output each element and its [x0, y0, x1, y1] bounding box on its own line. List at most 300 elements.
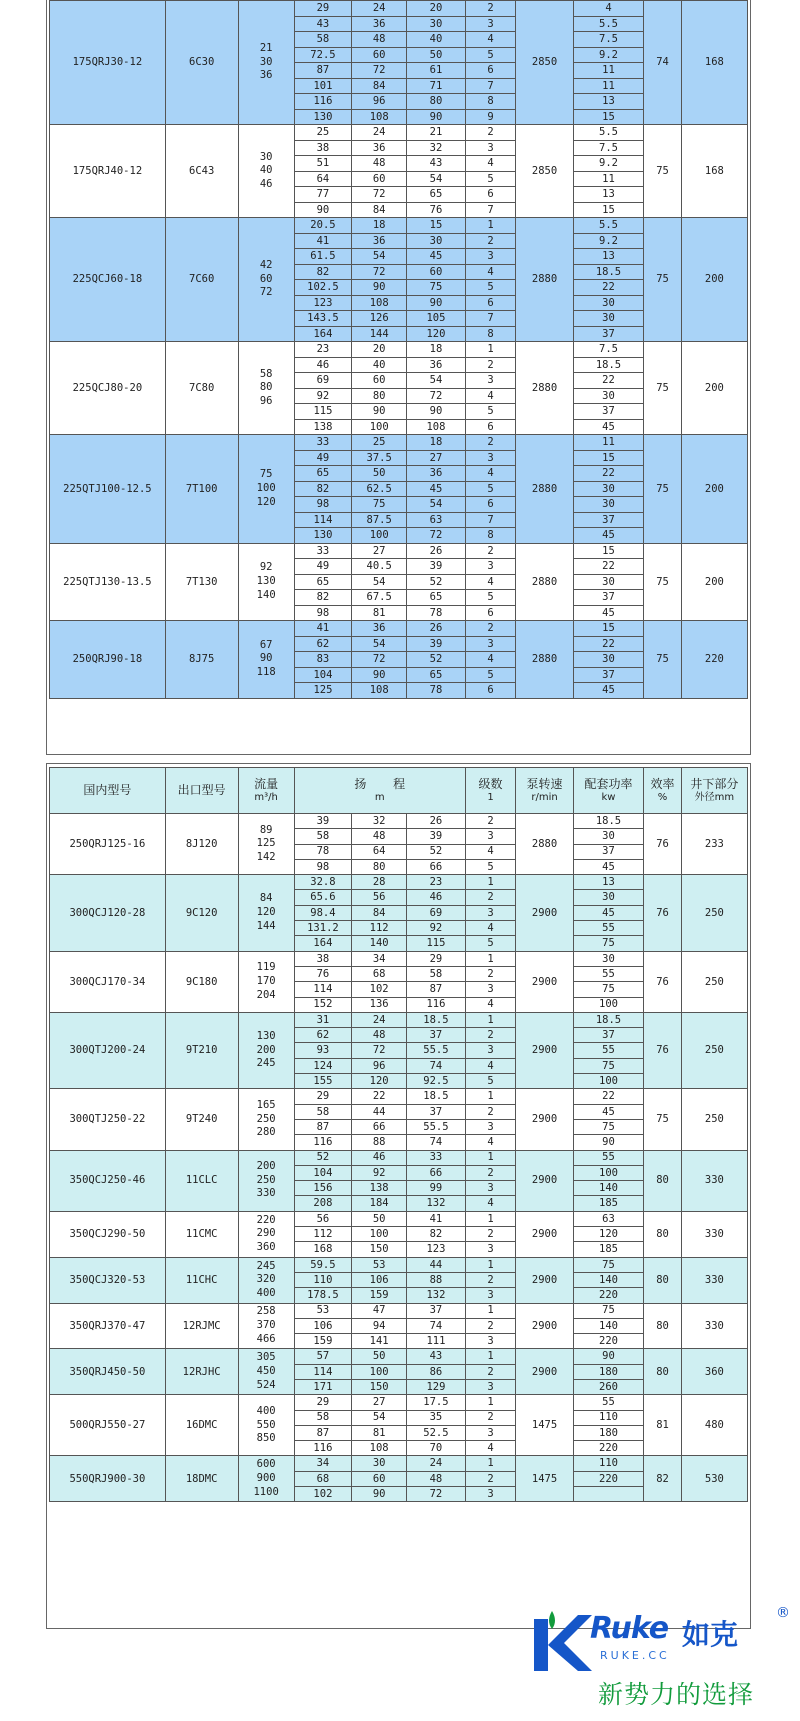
head-cell: 46 [294, 357, 351, 373]
head-cell: 46 [352, 1150, 407, 1165]
stages-cell: 1 [465, 875, 516, 890]
flow-value: 245 [256, 1057, 276, 1070]
head-cell: 111 [407, 1334, 465, 1349]
outlet-cell: 11CMC [165, 1211, 238, 1257]
head-cell: 96 [352, 94, 407, 110]
power-cell: 7.5 [573, 140, 644, 156]
model-cell: 225QTJ100-12.5 [50, 435, 166, 544]
head-cell: 18.5 [407, 1089, 465, 1104]
power-cell: 63 [573, 1211, 644, 1226]
head-cell: 50 [352, 1349, 407, 1364]
outer-diameter-cell: 233 [681, 814, 747, 875]
head-cell: 69 [407, 905, 465, 920]
head-cell: 126 [352, 311, 407, 327]
head-cell: 116 [294, 1441, 351, 1456]
head-cell: 88 [407, 1272, 465, 1287]
head-cell: 23 [407, 875, 465, 890]
table-row [50, 1150, 748, 1165]
head-cell: 30 [352, 1456, 407, 1471]
power-cell: 22 [573, 466, 644, 482]
power-cell: 11 [573, 171, 644, 187]
speed-cell: 2900 [516, 875, 573, 951]
stages-cell: 6 [465, 683, 516, 699]
head-cell: 64 [294, 171, 351, 187]
head-cell: 65.6 [294, 890, 351, 905]
power-cell: 15 [573, 621, 644, 637]
head-cell: 33 [294, 435, 351, 451]
head-cell: 18 [352, 218, 407, 234]
head-cell: 83 [294, 652, 351, 668]
stages-cell: 5 [465, 667, 516, 683]
stages-cell: 1 [465, 342, 516, 358]
head-cell: 50 [407, 47, 465, 63]
flow-cell [238, 814, 294, 875]
head-cell: 29 [294, 1089, 351, 1104]
stages-cell: 1 [465, 1456, 516, 1471]
power-cell: 30 [573, 497, 644, 513]
stages-cell: 4 [465, 156, 516, 172]
header-flow: 流量 m³/h [238, 768, 294, 814]
head-cell: 136 [352, 997, 407, 1012]
power-cell: 55 [573, 966, 644, 981]
power-cell: 75 [573, 1257, 644, 1272]
flow-cell [238, 951, 294, 1012]
head-cell: 98 [294, 859, 351, 874]
head-cell: 48 [352, 829, 407, 844]
stages-cell: 3 [465, 905, 516, 920]
stages-cell: 5 [465, 590, 516, 606]
stages-cell: 3 [465, 1334, 516, 1349]
head-cell: 62.5 [352, 481, 407, 497]
head-cell: 82 [294, 590, 351, 606]
head-cell: 48 [407, 1471, 465, 1486]
head-cell: 21 [407, 125, 465, 141]
flow-value: 140 [256, 588, 276, 601]
head-cell: 171 [294, 1379, 351, 1394]
flow-value: 550 [256, 1418, 276, 1431]
head-cell: 74 [407, 1135, 465, 1150]
model-cell: 300QCJ170-34 [50, 951, 166, 1012]
head-cell: 110 [294, 1272, 351, 1287]
head-cell: 54 [352, 1410, 407, 1425]
table-row [50, 621, 748, 637]
flow-value: 245 [256, 1259, 276, 1272]
stages-cell: 3 [465, 636, 516, 652]
head-cell: 69 [294, 373, 351, 389]
head-cell: 41 [294, 621, 351, 637]
table-row [50, 218, 748, 234]
head-cell: 125 [294, 683, 351, 699]
head-cell: 48 [352, 1028, 407, 1043]
power-cell: 4 [573, 1, 644, 17]
stages-cell: 6 [465, 497, 516, 513]
power-cell: 140 [573, 1272, 644, 1287]
head-cell: 37 [407, 1028, 465, 1043]
head-cell: 50 [352, 466, 407, 482]
flow-cell [238, 342, 294, 435]
head-cell: 208 [294, 1196, 351, 1211]
stages-cell: 5 [465, 404, 516, 420]
stages-cell: 1 [465, 218, 516, 234]
model-cell: 175QRJ40-12 [50, 125, 166, 218]
head-cell: 90 [352, 280, 407, 296]
stages-cell: 4 [465, 1058, 516, 1073]
model-cell: 350QCJ290-50 [50, 1211, 166, 1257]
head-cell: 108 [352, 109, 407, 125]
flow-cell [238, 1012, 294, 1088]
stages-cell: 1 [465, 951, 516, 966]
head-cell: 18.5 [407, 1012, 465, 1027]
head-cell: 101 [294, 78, 351, 94]
flow-cell [238, 218, 294, 342]
outlet-cell: 18DMC [165, 1456, 238, 1502]
model-cell: 250QRJ125-16 [50, 814, 166, 875]
efficiency-cell: 76 [644, 1012, 681, 1088]
head-cell: 41 [294, 233, 351, 249]
power-cell: 185 [573, 1242, 644, 1257]
power-cell: 100 [573, 997, 644, 1012]
model-cell: 350QCJ320-53 [50, 1257, 166, 1303]
head-cell: 72 [352, 652, 407, 668]
head-cell: 52 [407, 844, 465, 859]
head-cell: 25 [352, 435, 407, 451]
flow-value: 30 [259, 55, 273, 68]
flow-cell [238, 543, 294, 621]
power-cell: 185 [573, 1196, 644, 1211]
stages-cell: 1 [465, 1012, 516, 1027]
table-row [50, 1089, 748, 1104]
table-row [50, 342, 748, 358]
header-model: 国内型号 [50, 768, 166, 814]
table-row [50, 1456, 748, 1471]
head-cell: 15 [407, 218, 465, 234]
head-cell: 132 [407, 1196, 465, 1211]
power-cell: 30 [573, 574, 644, 590]
stages-cell: 3 [465, 1425, 516, 1440]
power-cell: 37 [573, 590, 644, 606]
table-row [50, 1, 748, 17]
head-cell: 52.5 [407, 1425, 465, 1440]
head-cell: 33 [294, 543, 351, 559]
power-cell: 110 [573, 1410, 644, 1425]
head-cell: 124 [294, 1058, 351, 1073]
efficiency-cell: 80 [644, 1349, 681, 1395]
head-cell: 24 [407, 1456, 465, 1471]
flow-value: 21 [259, 42, 273, 55]
outer-diameter-cell: 250 [681, 1089, 747, 1150]
head-cell: 68 [294, 1471, 351, 1486]
power-cell: 18.5 [573, 264, 644, 280]
head-cell: 80 [407, 94, 465, 110]
head-cell: 72 [407, 528, 465, 544]
flow-value: 120 [256, 495, 276, 508]
stages-cell: 4 [465, 1135, 516, 1150]
power-cell: 100 [573, 1074, 644, 1089]
logo-chinese-name: 如克 [682, 1618, 739, 1651]
outlet-cell: 11CLC [165, 1150, 238, 1211]
stages-cell: 4 [465, 388, 516, 404]
power-cell: 11 [573, 63, 644, 79]
power-cell: 9.2 [573, 156, 644, 172]
stages-cell: 3 [465, 140, 516, 156]
head-cell: 23 [294, 342, 351, 358]
head-cell: 150 [352, 1379, 407, 1394]
flow-value: 170 [256, 974, 276, 987]
head-cell: 55.5 [407, 1043, 465, 1058]
head-cell: 27 [407, 450, 465, 466]
efficiency-cell: 82 [644, 1456, 681, 1502]
flow-value: 305 [256, 1351, 276, 1364]
head-cell: 27 [352, 1395, 407, 1410]
power-cell: 90 [573, 1349, 644, 1364]
head-cell: 106 [352, 1272, 407, 1287]
outlet-cell: 7C60 [165, 218, 238, 342]
registered-mark: ® [776, 1605, 790, 1621]
head-cell: 40.5 [352, 559, 407, 575]
stages-cell: 2 [465, 1410, 516, 1425]
head-cell: 24 [352, 1012, 407, 1027]
power-cell: 260 [573, 1379, 644, 1394]
stages-cell: 6 [465, 63, 516, 79]
head-cell: 65 [407, 590, 465, 606]
head-cell: 132 [407, 1288, 465, 1303]
head-cell: 45 [407, 249, 465, 265]
head-cell: 54 [352, 636, 407, 652]
flow-value: 400 [256, 1404, 276, 1417]
head-cell: 37 [407, 1104, 465, 1119]
stages-cell: 2 [465, 233, 516, 249]
head-cell: 36 [352, 233, 407, 249]
flow-value: 204 [256, 988, 276, 1001]
speed-cell: 2850 [516, 1, 573, 125]
head-cell: 90 [407, 295, 465, 311]
head-cell: 46 [407, 890, 465, 905]
stages-cell: 7 [465, 311, 516, 327]
head-cell: 57 [294, 1349, 351, 1364]
stages-cell: 5 [465, 481, 516, 497]
head-cell: 39 [407, 829, 465, 844]
head-cell: 66 [407, 859, 465, 874]
stages-cell: 9 [465, 109, 516, 125]
head-cell: 156 [294, 1181, 351, 1196]
stages-cell: 6 [465, 295, 516, 311]
head-cell: 18 [407, 342, 465, 358]
outlet-cell: 8J120 [165, 814, 238, 875]
stages-cell: 2 [465, 1364, 516, 1379]
power-cell: 30 [573, 951, 644, 966]
power-cell: 55 [573, 1043, 644, 1058]
outer-diameter-cell: 200 [681, 218, 747, 342]
head-cell: 58 [294, 1104, 351, 1119]
head-cell: 82 [294, 264, 351, 280]
outer-diameter-cell: 168 [681, 1, 747, 125]
stages-cell: 3 [465, 1242, 516, 1257]
outer-diameter-cell: 360 [681, 1349, 747, 1395]
head-cell: 115 [407, 936, 465, 951]
outer-diameter-cell: 200 [681, 435, 747, 544]
head-cell: 20 [352, 342, 407, 358]
head-cell: 54 [407, 171, 465, 187]
head-cell: 93 [294, 1043, 351, 1058]
flow-value: 130 [256, 574, 276, 587]
power-cell: 37 [573, 1028, 644, 1043]
header-power: 配套功率 kw [573, 768, 644, 814]
head-cell: 72 [407, 1487, 465, 1502]
flow-value: 370 [256, 1319, 276, 1332]
flow-value: 220 [256, 1213, 276, 1226]
speed-cell: 2900 [516, 1211, 573, 1257]
stages-cell: 2 [465, 1272, 516, 1287]
head-cell: 55.5 [407, 1119, 465, 1134]
power-cell: 18.5 [573, 357, 644, 373]
power-cell: 9.2 [573, 233, 644, 249]
flow-value: 84 [259, 892, 273, 905]
flow-value: 80 [259, 381, 273, 394]
power-cell: 45 [573, 905, 644, 920]
head-cell: 59.5 [294, 1257, 351, 1272]
speed-cell: 2880 [516, 435, 573, 544]
head-cell: 72.5 [294, 47, 351, 63]
stages-cell: 3 [465, 1181, 516, 1196]
power-cell: 13 [573, 94, 644, 110]
head-cell: 138 [352, 1181, 407, 1196]
head-cell: 87 [294, 1119, 351, 1134]
model-cell: 250QRJ90-18 [50, 621, 166, 699]
flow-value: 36 [259, 69, 273, 82]
head-cell: 33 [407, 1150, 465, 1165]
header-efficiency: 效率 % [644, 768, 681, 814]
efficiency-cell: 80 [644, 1257, 681, 1303]
stages-cell: 3 [465, 829, 516, 844]
head-cell: 60 [352, 171, 407, 187]
speed-cell: 2880 [516, 621, 573, 699]
head-cell: 54 [352, 574, 407, 590]
outer-diameter-cell: 200 [681, 342, 747, 435]
power-cell: 9.2 [573, 47, 644, 63]
head-cell: 48 [352, 156, 407, 172]
flow-value: 100 [256, 481, 276, 494]
model-cell: 175QRJ30-12 [50, 1, 166, 125]
head-cell: 152 [294, 997, 351, 1012]
head-cell: 29 [294, 1, 351, 17]
power-cell: 45 [573, 419, 644, 435]
outlet-cell: 12RJHC [165, 1349, 238, 1395]
outlet-cell: 7C80 [165, 342, 238, 435]
head-cell: 92 [294, 388, 351, 404]
head-cell: 36 [407, 357, 465, 373]
efficiency-cell: 75 [644, 125, 681, 218]
head-cell: 44 [407, 1257, 465, 1272]
head-cell: 75 [407, 280, 465, 296]
head-cell: 144 [352, 326, 407, 342]
model-cell: 225QCJ60-18 [50, 218, 166, 342]
head-cell: 141 [352, 1334, 407, 1349]
head-cell: 90 [352, 1487, 407, 1502]
outer-diameter-cell: 250 [681, 875, 747, 951]
head-cell: 35 [407, 1410, 465, 1425]
power-cell: 30 [573, 481, 644, 497]
head-cell: 61.5 [294, 249, 351, 265]
head-cell: 104 [294, 1165, 351, 1180]
stages-cell: 1 [465, 1211, 516, 1226]
head-cell: 52 [407, 574, 465, 590]
head-cell: 131.2 [294, 921, 351, 936]
stages-cell: 4 [465, 652, 516, 668]
head-cell: 53 [294, 1303, 351, 1318]
flow-cell [238, 1089, 294, 1150]
table-row [50, 1012, 748, 1027]
efficiency-cell: 80 [644, 1150, 681, 1211]
head-cell: 29 [294, 1395, 351, 1410]
head-cell: 104 [294, 667, 351, 683]
flow-value: 165 [256, 1098, 276, 1111]
stages-cell: 5 [465, 859, 516, 874]
stages-cell: 8 [465, 94, 516, 110]
head-cell: 150 [352, 1242, 407, 1257]
head-cell: 39 [407, 559, 465, 575]
model-cell: 300QCJ120-28 [50, 875, 166, 951]
head-cell: 22 [352, 1089, 407, 1104]
flow-value: 320 [256, 1273, 276, 1286]
flow-value: 60 [259, 272, 273, 285]
head-cell: 108 [407, 419, 465, 435]
model-cell: 225QTJ130-13.5 [50, 543, 166, 621]
flow-value: 200 [256, 1043, 276, 1056]
head-cell: 37.5 [352, 450, 407, 466]
head-cell: 90 [352, 404, 407, 420]
head-cell: 155 [294, 1074, 351, 1089]
header-stages: 级数 1 [465, 768, 516, 814]
head-cell: 138 [294, 419, 351, 435]
head-cell: 60 [407, 264, 465, 280]
head-cell: 62 [294, 1028, 351, 1043]
head-cell: 72 [407, 388, 465, 404]
head-cell: 61 [407, 63, 465, 79]
table-row [50, 1395, 748, 1410]
head-cell: 60 [352, 47, 407, 63]
head-cell: 24 [352, 125, 407, 141]
head-cell: 114 [294, 512, 351, 528]
table-row [50, 1257, 748, 1272]
head-cell: 168 [294, 1242, 351, 1257]
speed-cell: 1475 [516, 1456, 573, 1502]
head-cell: 48 [352, 32, 407, 48]
power-cell: 7.5 [573, 342, 644, 358]
power-cell: 37 [573, 667, 644, 683]
model-cell: 350QRJ370-47 [50, 1303, 166, 1349]
ruke-logo-mark-icon [528, 1609, 594, 1675]
header-head: 扬 程 m [294, 768, 465, 814]
stages-cell: 6 [465, 605, 516, 621]
outer-diameter-cell: 480 [681, 1395, 747, 1456]
power-cell: 45 [573, 1104, 644, 1119]
power-cell: 22 [573, 636, 644, 652]
head-cell: 20.5 [294, 218, 351, 234]
flow-value: 524 [256, 1378, 276, 1391]
flow-cell [238, 621, 294, 699]
logo-slogan: 新势力的选择 [598, 1680, 755, 1709]
head-cell: 98.4 [294, 905, 351, 920]
head-cell: 87.5 [352, 512, 407, 528]
outlet-cell: 9T240 [165, 1089, 238, 1150]
head-cell: 41 [407, 1211, 465, 1226]
head-cell: 74 [407, 1058, 465, 1073]
stages-cell: 3 [465, 1487, 516, 1502]
head-cell: 184 [352, 1196, 407, 1211]
flow-value: 250 [256, 1112, 276, 1125]
head-cell: 65 [407, 187, 465, 203]
efficiency-cell: 76 [644, 951, 681, 1012]
